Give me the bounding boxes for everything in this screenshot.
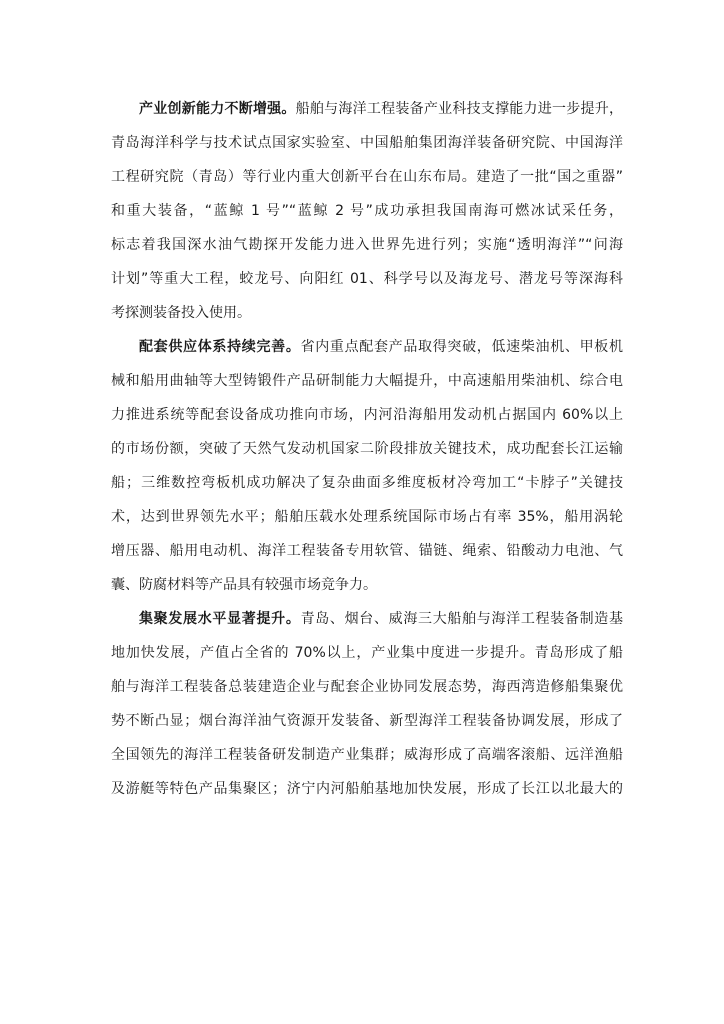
paragraph-text: 省内重点配套产品取得突破，低速柴油机、甲板机 xyxy=(300,339,623,355)
paragraph-line xyxy=(111,330,623,364)
paragraph-line: 和重大装备，“蓝鲸 1 号”“蓝鲸 2 号”成功承担我国南海可燃冰试采任务， xyxy=(111,203,623,219)
paragraph-heading: 配套供应体系持续完善。 xyxy=(139,339,301,355)
paragraph-line: 全国领先的海洋工程装备研发制造产业集群；威海形成了高端客滚船、远洋渔船 xyxy=(111,747,623,763)
paragraph-line: 船；三维数控弯板机成功解决了复杂曲面多维度板材冷弯加工“卡脖子”关键技 xyxy=(111,475,623,491)
paragraph-line: 力推进系统等配套设备成功推向市场，内河沿海船用发动机占据国内 60%以上 xyxy=(111,407,623,423)
paragraph-heading: 集聚发展水平显著提升。 xyxy=(139,611,301,627)
paragraph-text: 青岛、烟台、威海三大船舶与海洋工程装备制造基 xyxy=(300,611,623,627)
paragraph-line: 囊、防腐材料等产品具有较强市场竞争力。 xyxy=(111,577,377,593)
paragraph-line: 的市场份额，突破了天然气发动机国家二阶段排放关键技术，成功配套长江运输 xyxy=(111,441,623,457)
paragraph-line: 计划”等重大工程，蛟龙号、向阳红 01、科学号以及海龙号、潜龙号等深海科 xyxy=(111,271,623,287)
paragraph-cluster-development xyxy=(111,602,623,806)
paragraph-industry-innovation xyxy=(111,92,623,330)
paragraph-line: 及游艇等特色产品集聚区；济宁内河船舶基地加快发展，形成了长江以北最大的 xyxy=(111,781,623,797)
paragraph-line: 标志着我国深水油气勘探开发能力进入世界先进行列；实施“透明海洋”“问海 xyxy=(111,237,623,253)
paragraph-line: 青岛海洋科学与技术试点国家实验室、中国船舶集团海洋装备研究院、中国海洋 xyxy=(111,135,623,151)
paragraph-line: 考探测装备投入使用。 xyxy=(111,305,251,321)
paragraph-line: 地加快发展，产值占全省的 70%以上，产业集中度进一步提升。青岛形成了船 xyxy=(111,645,623,661)
paragraph-line: 械和船用曲轴等大型铸锻件产品研制能力大幅提升，中高速船用柴油机、综合电 xyxy=(111,373,623,389)
paragraph-line: 增压器、船用电动机、海洋工程装备专用软管、锚链、绳索、铅酸动力电池、气 xyxy=(111,543,623,559)
paragraph-supply-system xyxy=(111,330,623,602)
paragraph-line xyxy=(111,602,623,636)
document-body xyxy=(111,92,623,806)
paragraph-line xyxy=(111,92,623,126)
paragraph-line: 工程研究院（青岛）等行业内重大创新平台在山东布局。建造了一批“国之重器” xyxy=(111,169,623,185)
paragraph-heading: 产业创新能力不断增强。 xyxy=(139,101,296,117)
paragraph-line: 势不断凸显；烟台海洋油气资源开发装备、新型海洋工程装备协调发展，形成了 xyxy=(111,713,623,729)
paragraph-line: 术，达到世界领先水平；船舶压载水处理系统国际市场占有率 35%，船用涡轮 xyxy=(111,509,623,525)
paragraph-line: 舶与海洋工程装备总装建造企业与配套企业协同发展态势，海西湾造修船集聚优 xyxy=(111,679,623,695)
paragraph-text: 船舶与海洋工程装备产业科技支撑能力进一步提升， xyxy=(295,101,624,117)
